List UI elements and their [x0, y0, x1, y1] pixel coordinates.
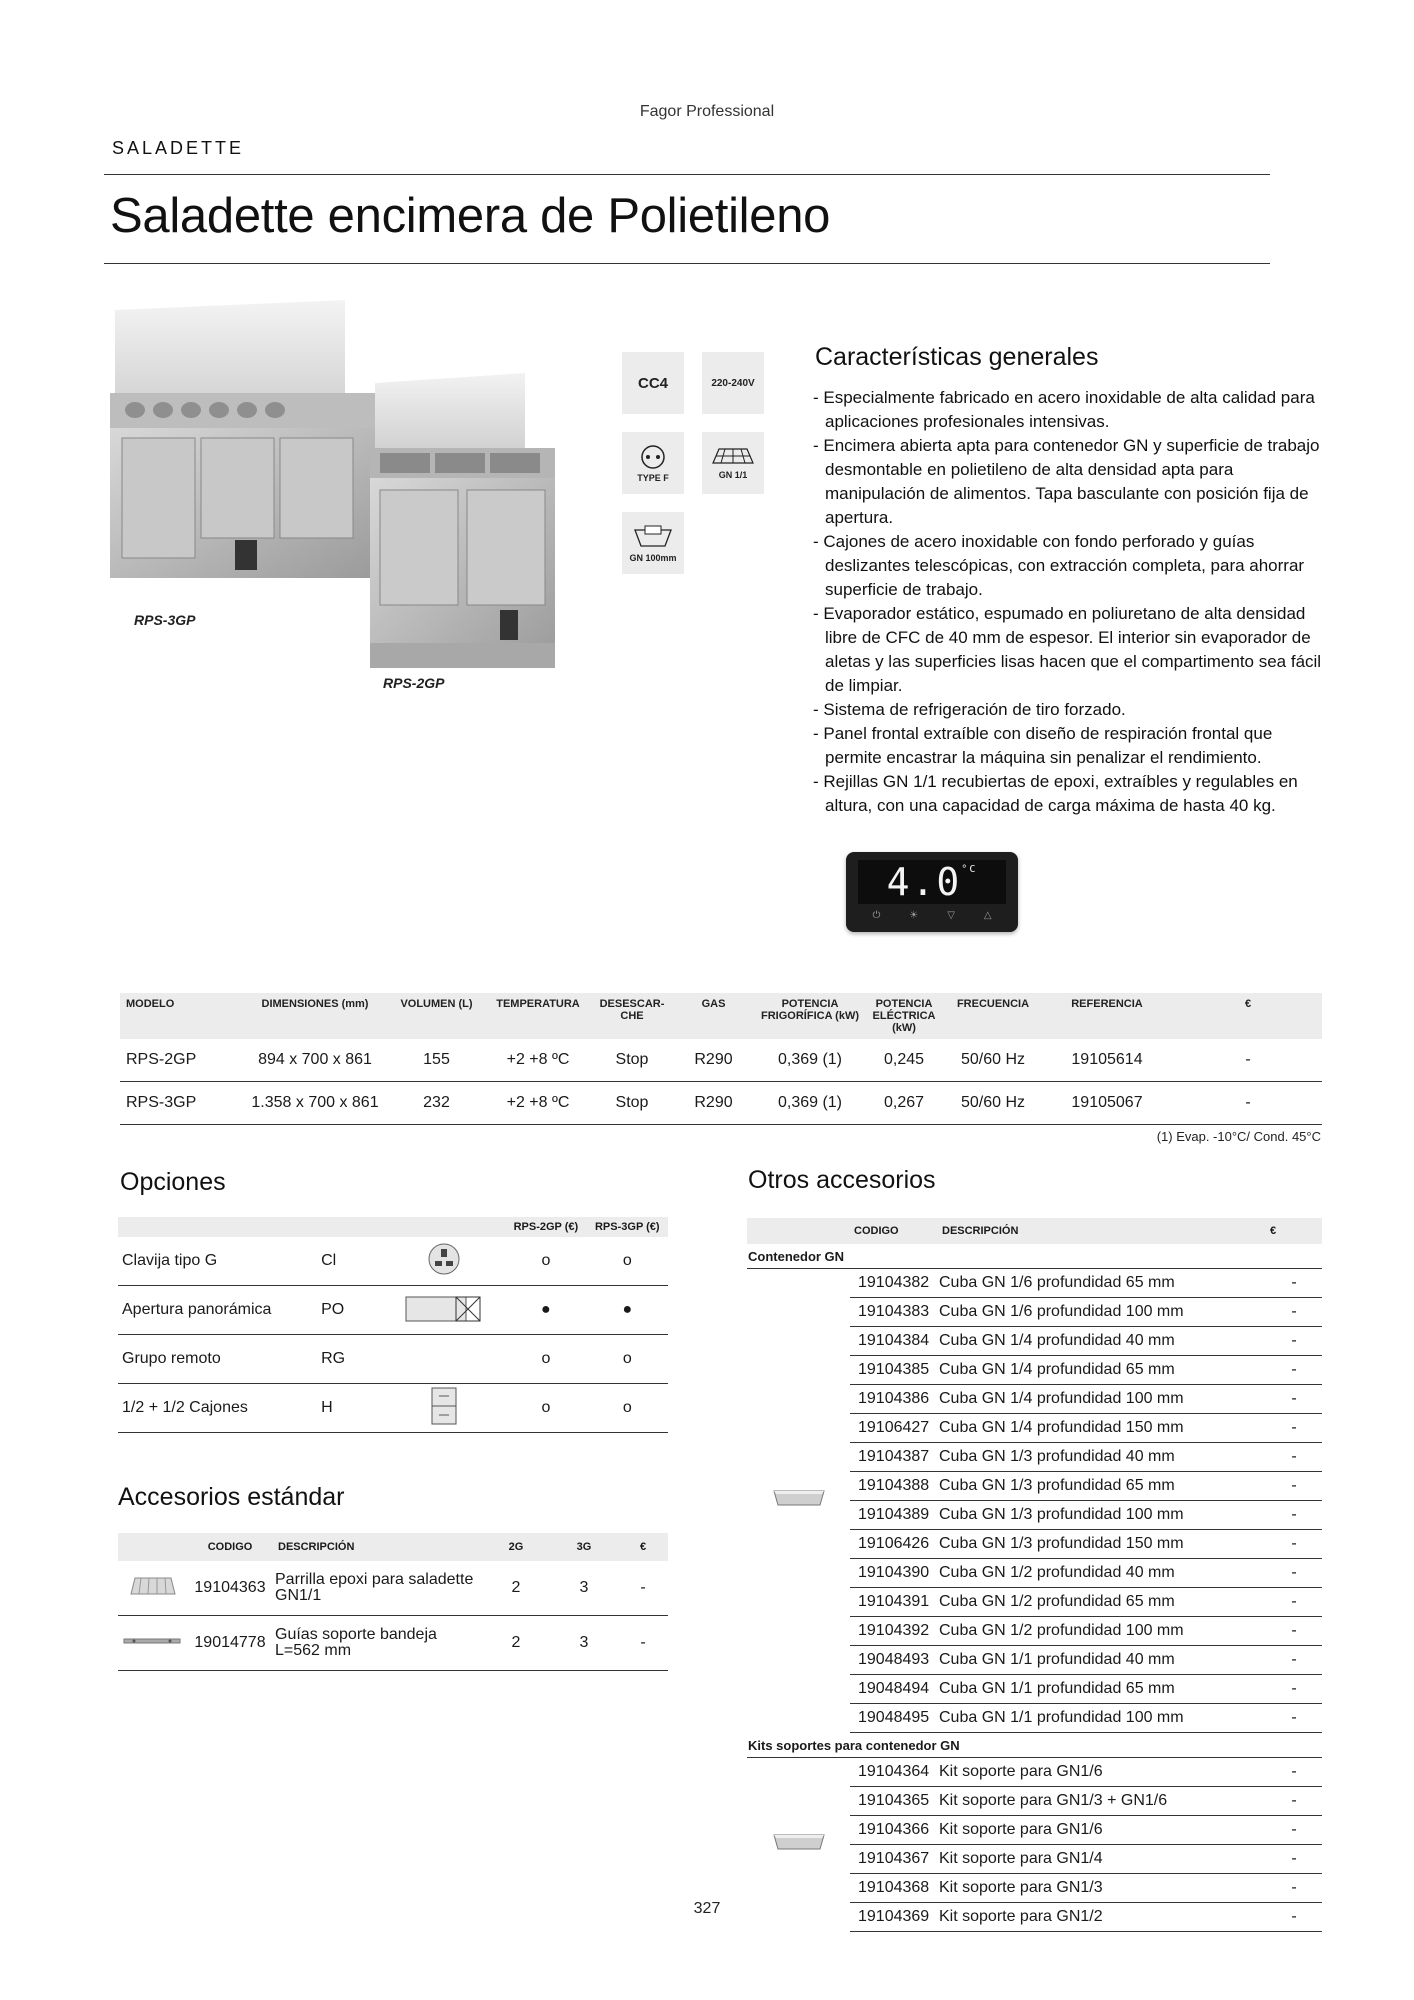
accessory-price: - [1266, 1704, 1322, 1733]
accessory-price: - [1266, 1443, 1322, 1472]
grid-icon [702, 432, 764, 494]
accessory-price: - [1266, 1327, 1322, 1356]
feature-item: - Evaporador estático, espumado en poliuretano de alta densidad libre de CFC de 40 mm de espesor. El interior sin evaporador de aletas y las superficies lisas hacen que el compartimento sea fácil de limpiar. [813, 604, 1322, 695]
other-accessories-title: Otros accesorios [748, 1166, 936, 1194]
standard-accessories-table [118, 1533, 668, 1671]
accessory-description: Cuba GN 1/1 profundidad 100 mm [938, 1704, 1266, 1733]
accessory-price: - [1266, 1269, 1322, 1298]
accessory-price: - [1266, 1903, 1322, 1932]
accessory-code: 19104388 [850, 1472, 938, 1501]
accessory-code: 19104363 [186, 1561, 274, 1616]
options-table [118, 1217, 668, 1433]
table-row [120, 1082, 1322, 1125]
drawers-icon [383, 1384, 505, 1433]
cell-desescarche: Stop [595, 1082, 669, 1125]
accessory-2g: 2 [482, 1616, 550, 1671]
col-gas: GAS [701, 998, 726, 1010]
col-frecuencia: FRECUENCIA [956, 998, 1030, 1010]
gn-container-icon [747, 1269, 850, 1733]
accessory-description: Cuba GN 1/3 profundidad 40 mm [938, 1443, 1266, 1472]
accessory-price: - [1266, 1356, 1322, 1385]
features-list [813, 386, 1333, 818]
accessory-description: Cuba GN 1/3 profundidad 100 mm [938, 1501, 1266, 1530]
tray-guide-icon [118, 1616, 186, 1671]
accessory-price: - [1266, 1845, 1322, 1874]
temperature-readout [858, 860, 1006, 904]
tray-icon-label: GN 100mm [629, 552, 677, 563]
table-row [118, 1237, 668, 1286]
accessory-description: Cuba GN 1/2 profundidad 65 mm [938, 1588, 1266, 1617]
accessory-price: - [1266, 1559, 1322, 1588]
col-2g: 2G [508, 1541, 524, 1553]
group-label: Contenedor GN [747, 1244, 1322, 1269]
accessories-header-row [747, 1218, 1322, 1244]
accessory-description: Kit soporte para GN1/3 [938, 1874, 1266, 1903]
option-rps2gp: o [505, 1384, 586, 1433]
product-label-rps-2gp: RPS-2GP [383, 675, 445, 691]
tray-symbol [631, 524, 675, 550]
accessory-price: - [618, 1616, 668, 1671]
cell-modelo: RPS-2GP [120, 1039, 238, 1082]
accessory-code: 19104385 [850, 1356, 938, 1385]
accessory-code: 19104386 [850, 1385, 938, 1414]
accessory-price: - [1266, 1816, 1322, 1845]
title-rule [104, 263, 1270, 264]
col-codigo: CODIGO [207, 1541, 253, 1553]
features-title: Características generales [815, 343, 1099, 371]
option-rps2gp: o [505, 1237, 586, 1286]
accessory-price: - [1266, 1874, 1322, 1903]
feature-item: - Cajones de acero inoxidable con fondo perforado y guías deslizantes telescópicas, con extracción completa, para ahorrar superficie de trabajo. [813, 532, 1305, 599]
accessory-price: - [1266, 1385, 1322, 1414]
accessory-code: 19104369 [850, 1903, 938, 1932]
col-potencia-electrica: POTENCIA ELÉCTRICA (kW) [872, 998, 936, 1034]
tray-icon [622, 512, 684, 574]
cell-gas: R290 [669, 1039, 758, 1082]
page-title: Saladette encimera de Polietileno [110, 189, 831, 243]
option-code: PO [320, 1286, 383, 1335]
accessory-code: 19104367 [850, 1845, 938, 1874]
cell-dimensiones: 894 x 700 x 861 [238, 1039, 392, 1082]
accessory-description: Cuba GN 1/2 profundidad 40 mm [938, 1559, 1266, 1588]
cell-volumen: 155 [392, 1039, 481, 1082]
option-rps3gp: o [587, 1237, 668, 1286]
option-rps3gp: o [587, 1384, 668, 1433]
feature-item: - Sistema de refrigeración de tiro forzado. [813, 700, 1126, 719]
cell-gas: R290 [669, 1082, 758, 1125]
product-label-rps-3gp: RPS-3GP [134, 612, 196, 628]
cell-frecuencia: 50/60 Hz [946, 1082, 1040, 1125]
accessory-price: - [1266, 1675, 1322, 1704]
cell-price: - [1174, 1082, 1322, 1125]
col-modelo: MODELO [126, 998, 175, 1010]
table-row [118, 1335, 668, 1384]
accessory-price: - [1266, 1298, 1322, 1327]
table-row [118, 1286, 668, 1335]
grid-icon-label: GN 1/1 [718, 469, 748, 480]
cell-referencia: 19105067 [1040, 1082, 1174, 1125]
options-header-row [118, 1217, 668, 1237]
spec-table [120, 993, 1322, 1125]
temperature-controller [846, 852, 1018, 932]
accessory-3g: 3 [550, 1561, 618, 1616]
col-price: € [639, 1541, 647, 1553]
accessory-code: 19104383 [850, 1298, 938, 1327]
cell-frecuencia: 50/60 Hz [946, 1039, 1040, 1082]
table-row [747, 1269, 1322, 1298]
accessory-price: - [1266, 1758, 1322, 1787]
accessory-code: 19048493 [850, 1646, 938, 1675]
saladette-illustration [105, 298, 590, 693]
accessory-description: Cuba GN 1/4 profundidad 40 mm [938, 1327, 1266, 1356]
cell-modelo: RPS-3GP [120, 1082, 238, 1125]
header-rule [104, 174, 1270, 175]
col-descripcion: DESCRIPCIÓN [942, 1225, 1019, 1237]
accessory-description: Cuba GN 1/6 profundidad 65 mm [938, 1269, 1266, 1298]
spec-footnote: (1) Evap. -10°C/ Cond. 45°C [1156, 1129, 1321, 1144]
cell-temperatura: +2 +8 ºC [481, 1039, 595, 1082]
option-code: Cl [320, 1237, 383, 1286]
feature-item: - Especialmente fabricado en acero inoxidable de alta calidad para aplicaciones profesionales intensivas. [813, 388, 1315, 431]
cell-price: - [1174, 1039, 1322, 1082]
accessory-price: - [1266, 1501, 1322, 1530]
accessory-code: 19104384 [850, 1327, 938, 1356]
col-volumen: VOLUMEN (L) [400, 998, 473, 1010]
col-price: € [1244, 998, 1252, 1010]
spec-header-row [120, 993, 1322, 1039]
accessory-description: Cuba GN 1/1 profundidad 65 mm [938, 1675, 1266, 1704]
col-codigo: CODIGO [854, 1225, 899, 1237]
group-label: Kits soportes para contenedor GN [747, 1733, 1322, 1758]
feature-item: - Rejillas GN 1/1 recubiertas de epoxi, extraíbles y regulables en altura, con una capacidad de carga máxima de hasta 40 kg. [813, 772, 1298, 815]
cell-referencia: 19105614 [1040, 1039, 1174, 1082]
accessory-code: 19104366 [850, 1816, 938, 1845]
accessory-description: Cuba GN 1/3 profundidad 150 mm [938, 1530, 1266, 1559]
col-potencia-frigorifica: POTENCIA FRIGORÍFICA (kW) [761, 998, 859, 1022]
group-row [747, 1244, 1322, 1269]
accessory-code: 19048494 [850, 1675, 938, 1704]
accessory-description: Kit soporte para GN1/2 [938, 1903, 1266, 1932]
accessory-code: 19104392 [850, 1617, 938, 1646]
option-rps2gp: ● [505, 1286, 586, 1335]
epoxi-grid-icon [118, 1561, 186, 1616]
accessory-code: 19014778 [186, 1616, 274, 1671]
accessory-code: 19104368 [850, 1874, 938, 1903]
col-referencia: REFERENCIA [1071, 998, 1143, 1010]
section-label: SALADETTE [112, 138, 245, 158]
power-key-icon: ⏻ [872, 910, 881, 921]
accessory-price: - [1266, 1617, 1322, 1646]
cell-dimensiones: 1.358 x 700 x 861 [238, 1082, 392, 1125]
voltage-icon-label: 220-240V [711, 377, 755, 389]
accessory-price: - [1266, 1414, 1322, 1443]
accessory-description: Cuba GN 1/4 profundidad 65 mm [938, 1356, 1266, 1385]
cell-volumen: 232 [392, 1082, 481, 1125]
table-row [118, 1561, 668, 1616]
cell-pot-frig: 0,369 (1) [758, 1082, 862, 1125]
accessory-description: Cuba GN 1/6 profundidad 100 mm [938, 1298, 1266, 1327]
grid-symbol [711, 447, 755, 467]
col-price: € [1270, 1225, 1277, 1237]
accessory-code: 19104389 [850, 1501, 938, 1530]
accessory-description: Kit soporte para GN1/6 [938, 1758, 1266, 1787]
temperature-unit: °C [961, 864, 978, 875]
accessory-code: 19048495 [850, 1704, 938, 1733]
table-row [747, 1758, 1322, 1787]
accessory-2g: 2 [482, 1561, 550, 1616]
cell-pot-elec: 0,245 [862, 1039, 946, 1082]
accessory-price: - [1266, 1646, 1322, 1675]
feature-item: - Panel frontal extraíble con diseño de respiración frontal que permite encastrar la máquina sin penalizar el rendimiento. [813, 724, 1273, 767]
plug-symbol [640, 444, 666, 470]
col-dimensiones: DIMENSIONES (mm) [261, 998, 369, 1010]
accessory-description: Cuba GN 1/4 profundidad 100 mm [938, 1385, 1266, 1414]
cell-desescarche: Stop [595, 1039, 669, 1082]
cell-temperatura: +2 +8 ºC [481, 1082, 595, 1125]
accessory-description: Kit soporte para GN1/4 [938, 1845, 1266, 1874]
standard-header-row [118, 1533, 668, 1561]
accessory-description: Cuba GN 1/1 profundidad 40 mm [938, 1646, 1266, 1675]
cell-pot-elec: 0,267 [862, 1082, 946, 1125]
standard-accessories-title: Accesorios estándar [118, 1483, 345, 1511]
plug-g-icon [383, 1237, 505, 1286]
accessory-description: Cuba GN 1/4 profundidad 150 mm [938, 1414, 1266, 1443]
accessory-description: Guías soporte bandeja L=562 mm [274, 1616, 482, 1671]
col-descripcion: DESCRIPCIÓN [278, 1541, 355, 1553]
accessory-code: 19104364 [850, 1758, 938, 1787]
accessory-3g: 3 [550, 1616, 618, 1671]
accessory-price: - [1266, 1588, 1322, 1617]
cc4-icon-label: CC4 [637, 374, 668, 392]
light-key-icon: ☀ [909, 910, 919, 921]
plug-icon [622, 432, 684, 494]
accessory-code: 19104391 [850, 1588, 938, 1617]
accessory-description: Parrilla epoxi para saladette GN1/1 [274, 1561, 482, 1616]
col-rps-3gp: RPS-3GP (€) [594, 1221, 660, 1233]
temperature-value: 4.0 [886, 860, 962, 904]
col-3g: 3G [576, 1541, 592, 1553]
accessory-description: Cuba GN 1/2 profundidad 100 mm [938, 1617, 1266, 1646]
page-number: 327 [693, 1900, 721, 1917]
accessory-price: - [1266, 1472, 1322, 1501]
col-rps-2gp: RPS-2GP (€) [513, 1221, 579, 1233]
cell-pot-frig: 0,369 (1) [758, 1039, 862, 1082]
option-name: Grupo remoto [118, 1335, 320, 1384]
table-row [118, 1616, 668, 1671]
accessory-description: Kit soporte para GN1/3 + GN1/6 [938, 1787, 1266, 1816]
panoramic-lid-icon [383, 1286, 505, 1335]
accessory-code: 19104382 [850, 1269, 938, 1298]
accessory-price: - [618, 1561, 668, 1616]
group-row [747, 1733, 1322, 1758]
accessory-code: 19104387 [850, 1443, 938, 1472]
option-rps3gp: ● [587, 1286, 668, 1335]
options-title: Opciones [120, 1168, 226, 1196]
accessory-code: 19104365 [850, 1787, 938, 1816]
option-rps2gp: o [505, 1335, 586, 1384]
brand-name: Fagor Professional [639, 103, 775, 120]
col-temperatura: TEMPERATURA [496, 998, 580, 1010]
controller-keys [858, 910, 1006, 924]
accessory-description: Cuba GN 1/3 profundidad 65 mm [938, 1472, 1266, 1501]
accessory-price: - [1266, 1530, 1322, 1559]
down-key-icon: ▽ [947, 910, 955, 921]
option-name: Apertura panorámica [118, 1286, 320, 1335]
plug-icon-label: TYPE F [637, 472, 669, 483]
accessory-description: Kit soporte para GN1/6 [938, 1816, 1266, 1845]
cc4-icon [622, 352, 684, 414]
option-name: Clavija tipo G [118, 1237, 320, 1286]
up-key-icon: △ [983, 910, 992, 921]
other-accessories-table [747, 1218, 1322, 1932]
table-row [118, 1384, 668, 1433]
accessory-code: 19106426 [850, 1530, 938, 1559]
voltage-icon [702, 352, 764, 414]
col-desescarche: DESESCAR-CHE [599, 998, 665, 1022]
accessory-code: 19106427 [850, 1414, 938, 1443]
option-name: 1/2 + 1/2 Cajones [118, 1384, 320, 1433]
accessory-price: - [1266, 1787, 1322, 1816]
table-row [120, 1039, 1322, 1082]
option-rps3gp: o [587, 1335, 668, 1384]
option-code: H [320, 1384, 383, 1433]
accessory-code: 19104390 [850, 1559, 938, 1588]
feature-item: - Encimera abierta apta para contenedor GN y superficie de trabajo desmontable en polietileno de alta densidad apta para manipulación de alimentos. Tapa basculante con posición fija de apertura. [813, 436, 1320, 527]
option-code: RG [320, 1335, 383, 1384]
